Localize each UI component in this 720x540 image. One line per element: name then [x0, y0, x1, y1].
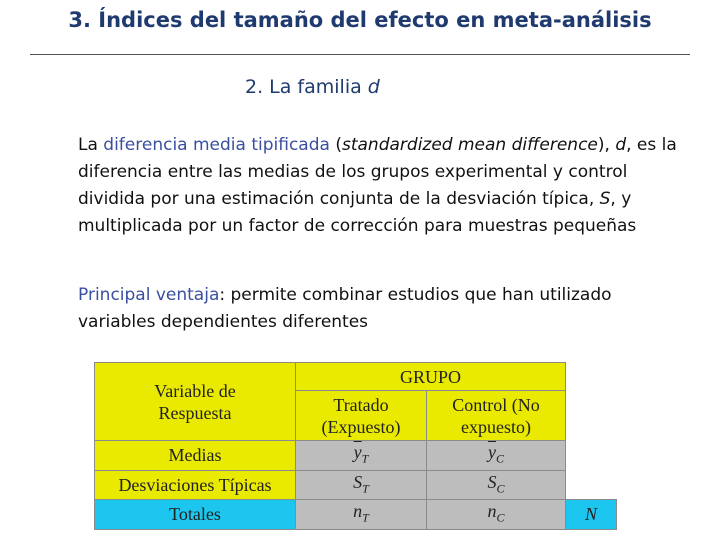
- control-sd-sub: C: [496, 481, 505, 496]
- subtitle-d-symbol: d: [367, 76, 380, 98]
- para1-after-term: ),: [597, 135, 616, 155]
- slide-title: 3. Índices del tamaño del efecto en meta-análisis: [68, 8, 652, 32]
- total-n-symbol: N: [584, 504, 597, 525]
- para1-open-paren: (: [329, 135, 342, 155]
- control-mean-sub: C: [495, 451, 504, 466]
- para2-text: : permite combinar estudios que han utilizado variables dependientes diferentes: [78, 285, 612, 332]
- para1-end: , y multiplicada por un factor de corrección para muestras pequeñas: [78, 189, 637, 236]
- variable-header-cell: [95, 363, 296, 441]
- treated-sd-symbol: S: [353, 471, 363, 492]
- treated-mean-cell: [296, 441, 427, 471]
- blank-cell: [566, 363, 617, 500]
- sd-label-cell: [95, 470, 296, 500]
- row-label-sd: Desviaciones Típicas: [118, 474, 272, 495]
- slide-subtitle: [245, 76, 380, 98]
- para1-highlight: diferencia media tipificada: [103, 135, 330, 155]
- para1-english-term: standardized mean difference: [341, 135, 598, 155]
- row-label-medias: Medias: [168, 445, 222, 466]
- group-header: GRUPO: [399, 366, 461, 387]
- control-sd-symbol: S: [487, 471, 497, 492]
- control-n-symbol: n: [487, 501, 497, 522]
- control-n-cell: [427, 500, 566, 530]
- title-divider: [30, 54, 690, 55]
- para1-prefix: La: [78, 135, 104, 155]
- control-sd-cell: [427, 470, 566, 500]
- treated-sd-cell: [296, 470, 427, 500]
- control-header-cell: [427, 391, 566, 441]
- treated-n-sub: T: [362, 510, 369, 525]
- control-n-sub: C: [496, 510, 505, 525]
- treated-header: Tratado (Expuesto): [321, 394, 401, 437]
- row-label-totals: Totales: [169, 504, 221, 525]
- treated-sd-sub: T: [362, 481, 369, 496]
- treated-mean-sub: T: [361, 451, 369, 466]
- control-mean-symbol: $\overline{y}$: [487, 442, 496, 462]
- group-table: [94, 362, 617, 530]
- definition-paragraph: [78, 132, 688, 240]
- treated-mean-symbol: $\overline{y}$: [353, 442, 362, 462]
- control-mean-cell: [427, 441, 566, 471]
- group-header-cell: [296, 363, 566, 391]
- treated-n-cell: [296, 500, 427, 530]
- advantage-paragraph: [78, 282, 688, 336]
- totals-label-cell: [95, 500, 296, 530]
- para1-d-symbol: d: [615, 135, 627, 155]
- subtitle-text: 2. La familia: [245, 76, 368, 98]
- treated-n-symbol: n: [353, 501, 363, 522]
- medias-label-cell: [95, 441, 296, 471]
- para1-middle: , es la diferencia entre las medias de los grupos experimental y control dividida por una estimación conjunta de la desviación típica,: [78, 135, 677, 209]
- para2-highlight: Principal ventaja: [78, 285, 220, 305]
- treated-header-cell: [296, 391, 427, 441]
- para1-s-symbol: S: [599, 189, 611, 209]
- variable-header: Variable de Respuesta: [154, 380, 236, 423]
- control-header: Control (No expuesto): [452, 394, 540, 437]
- total-n-cell: [566, 500, 617, 530]
